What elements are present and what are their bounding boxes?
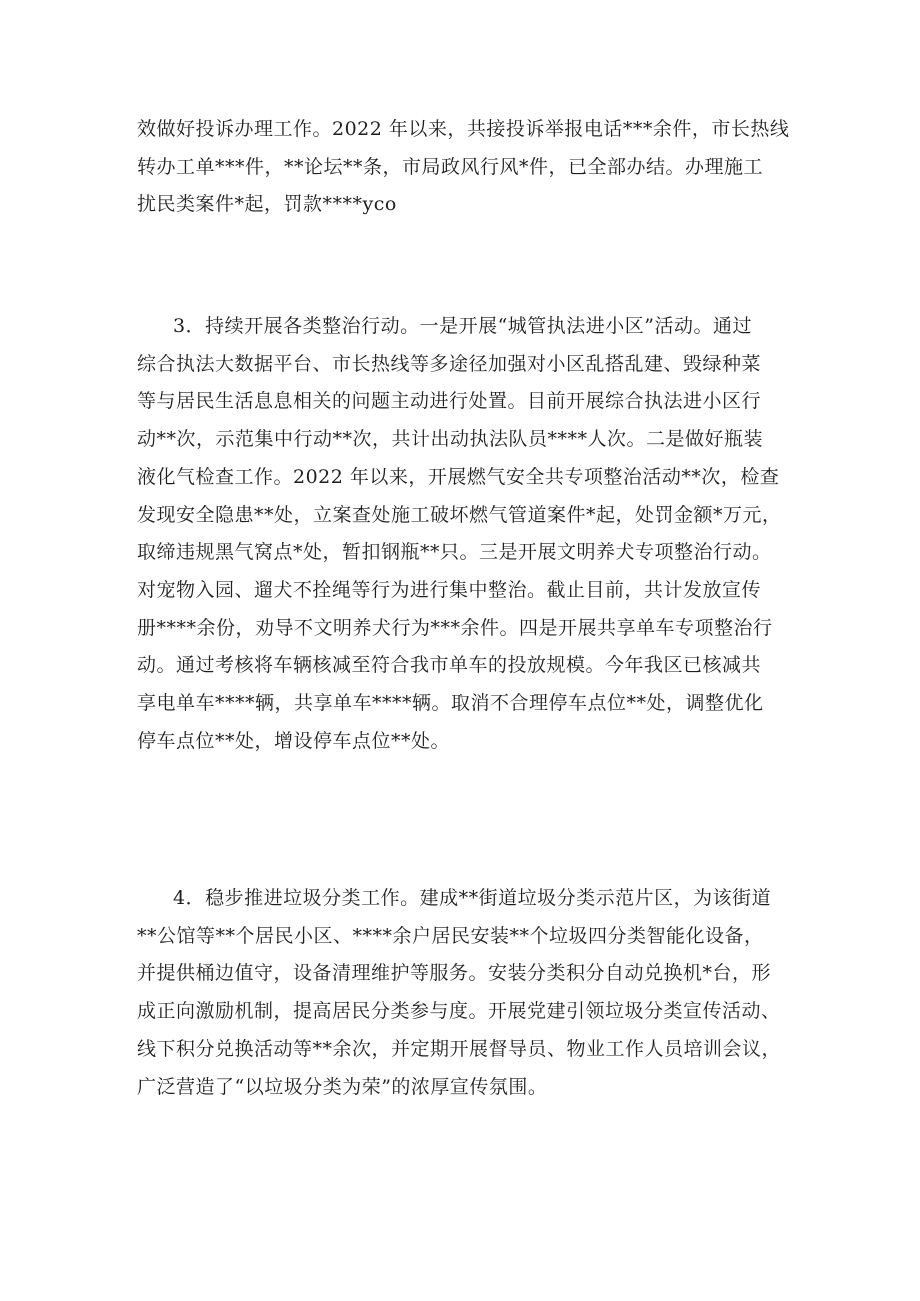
text-line: 并提供桶边值守，设备清理维护等服务。安装分类积分自动兑换机*台，形 — [137, 962, 772, 985]
paragraph-complaints — [137, 111, 797, 224]
text-line: 享电单车****辆，共享单车****辆。取消不合理停车点位**处，调整优化 — [137, 692, 764, 715]
text-line: 3．持续开展各类整治行动。一是开展“城管执法进小区”活动。通过 — [173, 315, 753, 337]
text-line: 成正向激励机制，提高居民分类参与度。开展党建引领垃圾分类宣传活动、 — [137, 1000, 781, 1023]
text-line: 取缔违规黑气窝点*处，暂扣钢瓶**只。三是开展文明养犬专项整治行动。 — [137, 541, 772, 564]
text-line: 动**次，示范集中行动**次，共计出动执法队员****人次。二是做好瓶装 — [137, 428, 764, 451]
text-line: 发现安全隐患**处，立案查处施工破坏燃气管道案件*起，处罚金额*万元， — [137, 503, 782, 526]
text-line: 液化气检查工作。2022 年以来，开展燃气安全共专项整治活动**次，检查 — [137, 465, 780, 488]
text-line: 对宠物入园、遛犬不拴绳等行为进行集中整治。截止目前，共计发放宣传 — [137, 578, 762, 601]
text-line: **公馆等**个居民小区、****余户居民安装**个垃圾四分类智能化设备， — [137, 924, 764, 947]
paragraph-rectification-actions — [137, 308, 797, 760]
text-line: 广泛营造了“以垃圾分类为荣”的浓厚宣传氛围。 — [137, 1075, 548, 1098]
text-line: 等与居民生活息息相关的问题主动进行处置。目前开展综合执法进小区行 — [137, 390, 762, 413]
text-line: 停车点位**处，增设停车点位**处。 — [137, 729, 451, 752]
text-line: 扰民类案件*起，罚款****yco — [137, 193, 397, 216]
paragraph-garbage-sorting — [137, 880, 797, 1106]
text-line: 综合执法大数据平台、市长热线等多途径加强对小区乱搭乱建、毁绿种菜 — [137, 352, 762, 375]
text-line: 动。通过考核将车辆核减至符合我市单车的投放规模。今年我区已核减共 — [137, 654, 762, 677]
text-line: 线下积分兑换活动等**余次，并定期开展督导员、物业工作人员培训会议， — [137, 1037, 782, 1060]
text-line: 4．稳步推进垃圾分类工作。建成**街道垃圾分类示范片区，为该街道 — [173, 887, 772, 909]
text-line: 册****余份，劝导不文明养犬行为***余件。四是开展共享单车专项整治行 — [137, 616, 773, 639]
text-line: 效做好投诉办理工作。2022 年以来，共接投诉举报电话***余件，市长热线 — [137, 118, 790, 140]
text-line: 转办工单***件，**论坛**条，市局政风行风*件，已全部办结。办理施工 — [137, 155, 764, 178]
